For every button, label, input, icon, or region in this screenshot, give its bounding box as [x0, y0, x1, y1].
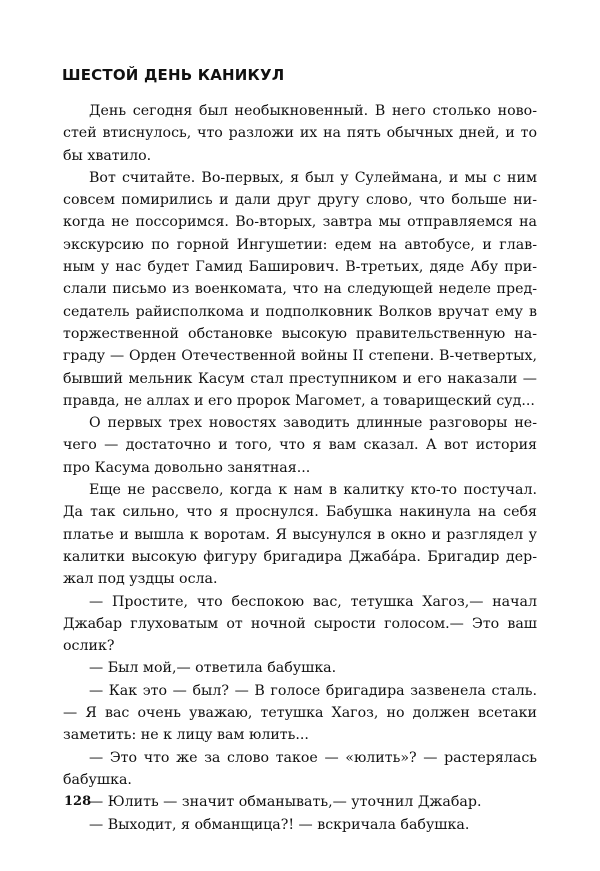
chapter-title: ШЕСТОЙ ДЕНЬ КАНИКУЛ [62, 66, 285, 84]
paragraph: — Юлить — значит обманывать,— уточнил Джабар. [89, 794, 482, 811]
paragraph: — Это что же за слово такое — «юлить»? — растерялась бабушка. [63, 749, 537, 788]
paragraph: О первых трех новостях заводить длинные разговоры нечего — достаточно и того, что я вам сказал. А вот история про Касума довольно занятная... [63, 415, 537, 476]
paragraph: Еще не рассвело, когда к нам в калитку кто-то постучал. Да так сильно, что я проснулся. Бабушка накинула на себя платье и вышла к воротам. Я высунулся в окно и разглядел у калитки высокую фигуру бригадира Джабáра. Бригадир держал под уздцы осла. [63, 482, 537, 588]
chapter-body [63, 100, 537, 836]
paragraph: — Простите, что беспокою вас, тетушка Хагоз,— начал Джабар глуховатым от ночной сырости голосом.— Это ваш ослик? [63, 593, 537, 655]
paragraph: Вот считайте. Во-первых, я был у Сулеймана, и мы с ним совсем помирились и дали друг другу слово, что больше никогда не поссоримся. Во-вторых, завтра мы отправляемся на экскурсию по горной Ингушетии: едем на автобусе, и главным у нас будет Гамид Баширович. В-третьих, дяде Абу прислали письмо из военкомата, что на следующей неделе председатель райисполкома и подполковник Волков вручат ему в торжественной обстановке высокую правительственную награду — Орден Отечественной войны II степени. В-четвертых, бывший мельник Касум стал преступником и его наказали — правда, не аллах и его пророк Магомет, а товарищеский суд... [63, 169, 537, 409]
paragraph: День сегодня был необыкновенный. В него столько новостей втиснулось, что разложи их на пять обычных дней, и то бы хватило. [63, 103, 537, 164]
paragraph: — Был мой,— ответила бабушка. [89, 660, 337, 677]
paragraph: — Выходит, я обманщица?! — вскричала бабушка. [89, 816, 470, 833]
paragraph: — Как это — был? — В голосе бригадира зазвенела сталь.— Я вас очень уважаю, тетушка Хагоз, но должен всетаки заметить: не к лицу вам юлить... [63, 682, 537, 744]
page-number: 128 [64, 794, 92, 809]
